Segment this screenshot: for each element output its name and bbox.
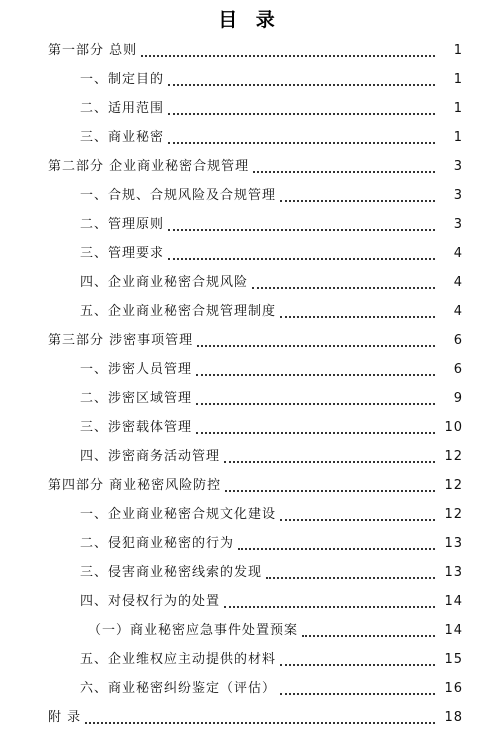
toc-entry[interactable] [0,471,499,500]
dot-leader [168,141,435,144]
dot-leader [224,605,435,608]
toc-entry[interactable] [0,36,499,65]
dot-leader [224,460,435,463]
dot-leader [85,721,435,724]
dot-leader [280,518,435,521]
dot-leader [238,547,435,550]
toc-entry[interactable] [0,123,499,152]
toc-entry-title: 一、企业商业秘密合规文化建设 [80,507,277,522]
toc-entry[interactable] [0,500,499,529]
toc-entry[interactable] [0,703,499,732]
toc-entry[interactable] [0,587,499,616]
toc-entry-title: 六、商业秘密纠纷鉴定（评估） [80,681,277,696]
dot-leader [302,634,435,637]
dot-leader [197,344,435,347]
toc-entry[interactable] [0,413,499,442]
toc-entry-title: 第四部分 商业秘密风险防控 [48,478,222,493]
toc-entry[interactable] [0,65,499,94]
toc-entry-page-number: 4 [453,246,463,261]
toc-entry[interactable] [0,239,499,268]
toc-entry[interactable] [0,674,499,703]
toc-entry-title: 三、侵害商业秘密线索的发现 [80,565,263,580]
toc-entry[interactable] [0,181,499,210]
toc-entry-title: 附 录 [48,710,82,725]
toc-entry-page-number: 9 [453,391,463,406]
dot-leader [280,315,435,318]
toc-entry-title: 第一部分 总则 [48,43,138,58]
dot-leader [168,257,435,260]
toc-entry-page-number: 12 [444,507,463,522]
toc-entry[interactable] [0,529,499,558]
toc-entry-title: 二、涉密区域管理 [80,391,193,406]
toc-entry-title: 二、管理原则 [80,217,165,232]
toc-entry-title: 一、合规、合规风险及合规管理 [80,188,277,203]
toc-entry-title: 一、涉密人员管理 [80,362,193,377]
toc-entry[interactable] [0,355,499,384]
dot-leader [196,402,435,405]
toc-entry-page-number: 1 [453,130,463,145]
toc-entry[interactable] [0,326,499,355]
dot-leader [141,54,435,57]
toc-entry-page-number: 18 [444,710,463,725]
toc-entry-page-number: 3 [453,159,463,174]
dot-leader [196,431,435,434]
dot-leader [168,112,435,115]
toc-entry-page-number: 6 [453,362,463,377]
toc-entry-title: （一）商业秘密应急事件处置预案 [88,623,299,638]
dot-leader [168,83,435,86]
toc-entry-title: 三、商业秘密 [80,130,165,145]
toc-entry[interactable] [0,558,499,587]
toc-entry-page-number: 14 [444,594,463,609]
toc-entry-title: 一、制定目的 [80,72,165,87]
toc-entry-title: 五、企业维权应主动提供的材料 [80,652,277,667]
dot-leader [266,576,435,579]
toc-entry-page-number: 13 [444,565,463,580]
toc-entry-title: 四、涉密商务活动管理 [80,449,221,464]
toc-entry-title: 四、企业商业秘密合规风险 [80,275,249,290]
toc-entry-page-number: 3 [453,188,463,203]
toc-entry[interactable] [0,645,499,674]
dot-leader [225,489,435,492]
toc-entry-page-number: 12 [444,449,463,464]
toc-entry-page-number: 14 [444,623,463,638]
toc-entry-page-number: 4 [453,304,463,319]
toc-entry-page-number: 3 [453,217,463,232]
toc-entry-page-number: 12 [444,478,463,493]
toc-entry-page-number: 1 [453,101,463,116]
toc-entry[interactable] [0,442,499,471]
toc-entry-title: 三、管理要求 [80,246,165,261]
toc-entry-page-number: 4 [453,275,463,290]
toc-entry[interactable] [0,94,499,123]
toc-entry-title: 二、侵犯商业秘密的行为 [80,536,235,551]
toc-entry-page-number: 10 [444,420,463,435]
dot-leader [168,228,435,231]
toc-entry-page-number: 13 [444,536,463,551]
toc-entry-title: 第三部分 涉密事项管理 [48,333,194,348]
toc-entry-page-number: 1 [453,43,463,58]
toc-entry[interactable] [0,616,499,645]
toc-entry[interactable] [0,384,499,413]
toc-title: 目 录 [218,9,281,31]
toc-entry[interactable] [0,297,499,326]
dot-leader [252,286,435,289]
toc-entry-title: 第二部分 企业商业秘密合规管理 [48,159,250,174]
dot-leader [280,692,435,695]
toc-entry[interactable] [0,210,499,239]
toc-entry[interactable] [0,152,499,181]
dot-leader [280,663,435,666]
toc-entry-page-number: 6 [453,333,463,348]
toc-entry-page-number: 16 [444,681,463,696]
toc-entry-page-number: 15 [444,652,463,667]
toc-entry-page-number: 1 [453,72,463,87]
dot-leader [253,170,435,173]
dot-leader [280,199,435,202]
toc-entry-title: 五、企业商业秘密合规管理制度 [80,304,277,319]
toc-list [0,36,499,732]
toc-entry-title: 四、对侵权行为的处置 [80,594,221,609]
dot-leader [196,373,435,376]
toc-entry-title: 三、涉密载体管理 [80,420,193,435]
toc-entry[interactable] [0,268,499,297]
toc-entry-title: 二、适用范围 [80,101,165,116]
